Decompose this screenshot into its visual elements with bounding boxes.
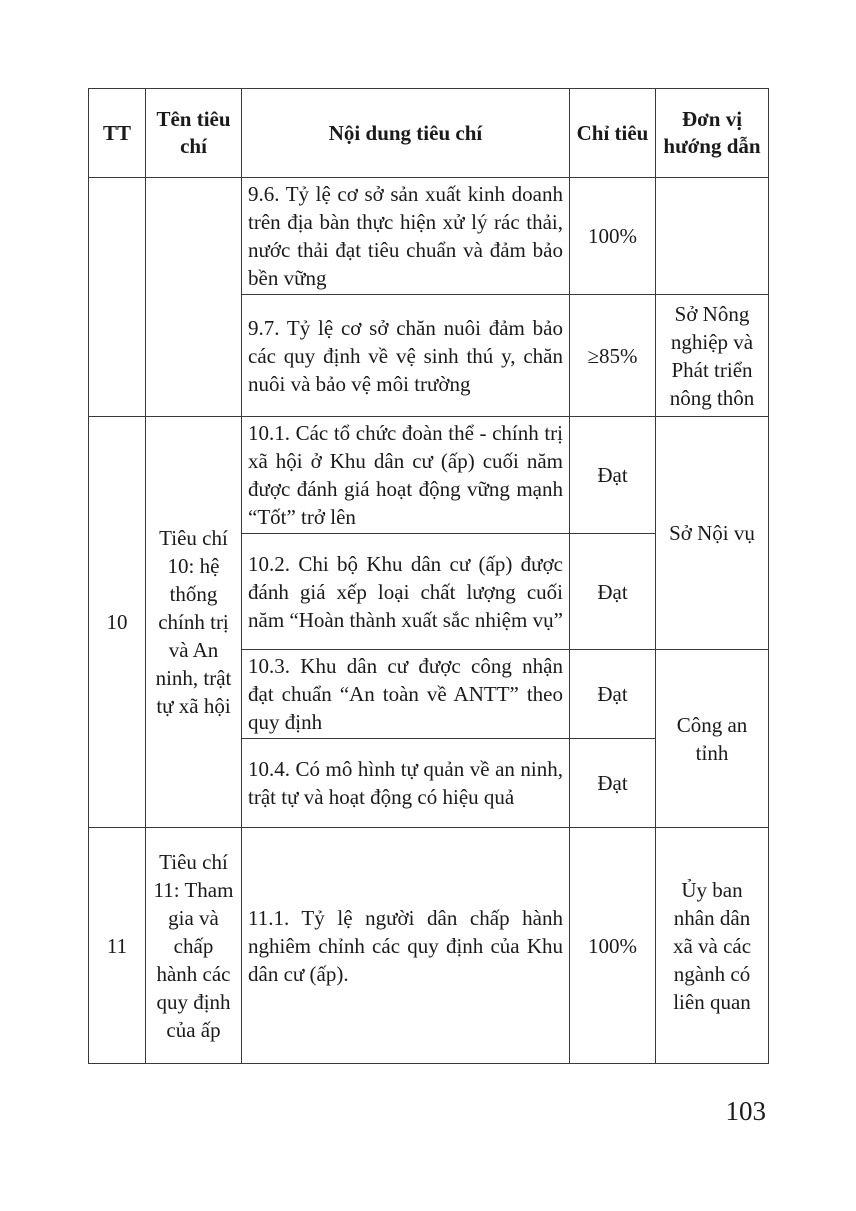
cell-tt: 11 — [89, 828, 146, 1064]
cell-target: Đạt — [570, 739, 656, 828]
cell-tt: 10 — [89, 417, 146, 828]
header-content: Nội dung tiêu chí — [242, 89, 570, 178]
cell-target: ≥85% — [570, 295, 656, 417]
cell-content: 10.1. Các tổ chức đoàn thể - chính trị xã hội ở Khu dân cư (ấp) cuối năm được đánh giá hoạt động vững mạnh “Tốt” trở lên — [242, 417, 570, 534]
criteria-table — [88, 88, 769, 1064]
cell-target: Đạt — [570, 534, 656, 650]
header-name: Tên tiêu chí — [146, 89, 242, 178]
cell-unit: Ủy ban nhân dân xã và các ngành có liên quan — [656, 828, 769, 1064]
cell-name: Tiêu chí 11: Tham gia và chấp hành các quy định của ấp — [146, 828, 242, 1064]
cell-unit: Sở Nông nghiệp và Phát triển nông thôn — [656, 295, 769, 417]
cell-tt-empty — [89, 178, 146, 417]
cell-target: 100% — [570, 828, 656, 1064]
cell-target: Đạt — [570, 650, 656, 739]
cell-content: 9.7. Tỷ lệ cơ sở chăn nuôi đảm bảo các quy định về vệ sinh thú y, chăn nuôi và bảo vệ môi trường — [242, 295, 570, 417]
cell-content: 10.3. Khu dân cư được công nhận đạt chuẩn “An toàn về ANTT” theo quy định — [242, 650, 570, 739]
header-tt: TT — [89, 89, 146, 178]
cell-name: Tiêu chí 10: hệ thống chính trị và An ninh, trật tự xã hội — [146, 417, 242, 828]
table-row — [89, 828, 769, 1064]
page-number: 103 — [725, 1096, 766, 1126]
cell-content: 9.6. Tỷ lệ cơ sở sản xuất kinh doanh trên địa bàn thực hiện xử lý rác thải, nước thải đạt tiêu chuẩn và đảm bảo bền vững — [242, 178, 570, 295]
cell-content: 10.4. Có mô hình tự quản về an ninh, trật tự và hoạt động có hiệu quả — [242, 739, 570, 828]
cell-content: 10.2. Chi bộ Khu dân cư (ấp) được đánh giá xếp loại chất lượng cuối năm “Hoàn thành xuất sắc nhiệm vụ” — [242, 534, 570, 650]
table-row — [89, 178, 769, 295]
cell-unit: Công an tỉnh — [656, 650, 769, 828]
cell-target: Đạt — [570, 417, 656, 534]
cell-content: 11.1. Tỷ lệ người dân chấp hành nghiêm chỉnh các quy định của Khu dân cư (ấp). — [242, 828, 570, 1064]
cell-unit — [656, 178, 769, 295]
table-row — [89, 417, 769, 534]
cell-target: 100% — [570, 178, 656, 295]
cell-unit: Sở Nội vụ — [656, 417, 769, 650]
header-target: Chỉ tiêu — [570, 89, 656, 178]
cell-name-empty — [146, 178, 242, 417]
header-unit: Đơn vị hướng dẫn — [656, 89, 769, 178]
table-header-row — [89, 89, 769, 178]
